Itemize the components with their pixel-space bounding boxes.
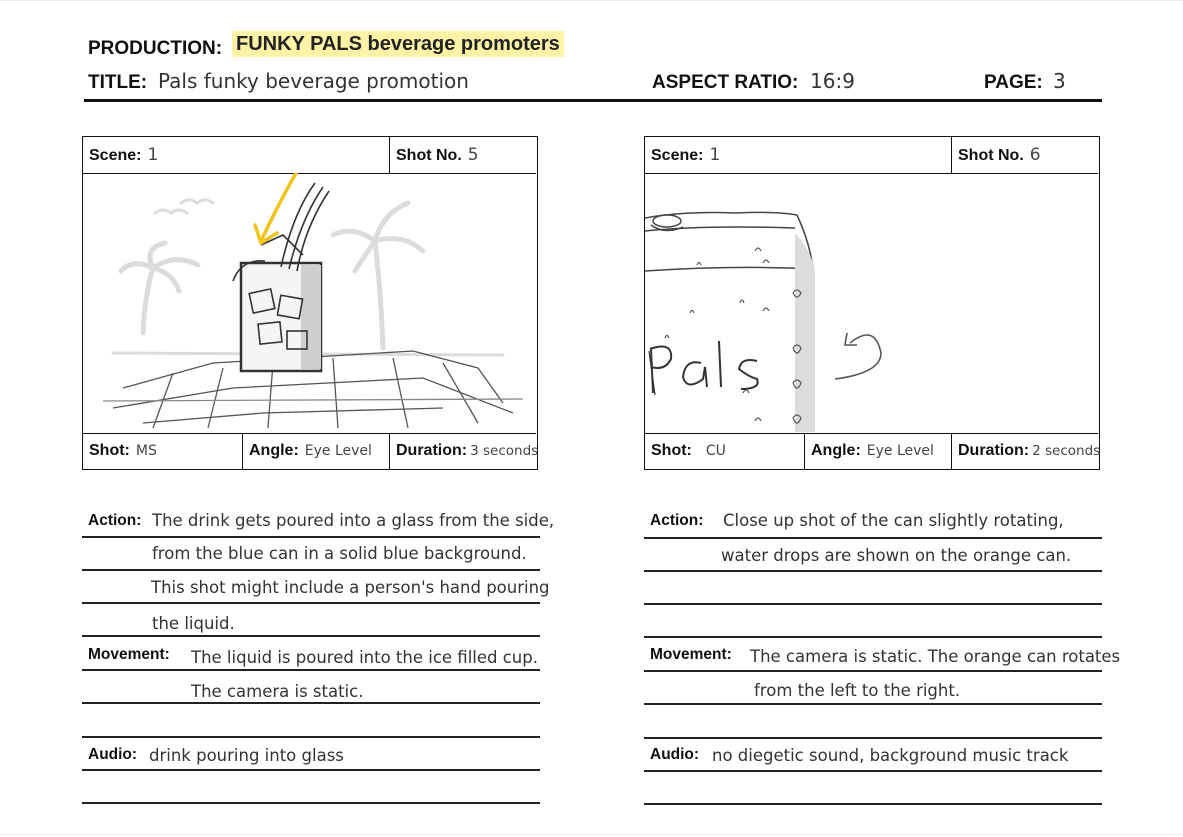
- audio-label: Audio:: [650, 746, 700, 763]
- movement-label: Movement:: [650, 646, 732, 663]
- shot-notes-2: [644, 500, 1121, 810]
- angle-cell: [805, 433, 952, 469]
- scene-cell: [83, 137, 390, 174]
- movement-line-1: The camera is static. The orange can rotates: [750, 647, 1121, 666]
- note-line: [644, 570, 1102, 572]
- shot-label: Shot:: [89, 442, 130, 459]
- note-line: [644, 670, 1102, 672]
- audio-line-1: no diegetic sound, background music track: [712, 746, 1069, 765]
- page-label: PAGE:: [984, 72, 1043, 93]
- duration-cell: [390, 433, 539, 469]
- duration-value: 3 seconds: [470, 443, 539, 459]
- can-closeup-sketch: [645, 173, 1098, 432]
- scene-cell: [645, 137, 952, 174]
- header-rule: [84, 99, 1102, 102]
- title-value: Pals funky beverage promotion: [158, 69, 469, 93]
- page-number: 3: [1053, 69, 1066, 93]
- page-edge-top: [0, 0, 1183, 1]
- scene-value: 1: [709, 145, 721, 165]
- drink-glass-sketch: [83, 173, 536, 432]
- action-line-1: The drink gets poured into a glass from the side,: [152, 511, 555, 530]
- angle-value: Eye Level: [304, 443, 372, 459]
- shot-cell: [645, 433, 805, 469]
- note-line: [82, 602, 540, 604]
- production-value-wrap: [232, 33, 564, 56]
- note-line: [82, 736, 540, 738]
- movement-label: Movement:: [88, 646, 170, 663]
- shot-value: MS: [135, 443, 157, 459]
- shot-number-label: Shot No.: [396, 147, 462, 164]
- action-line-1: Close up shot of the can slightly rotating,: [723, 511, 1064, 530]
- note-line: [82, 702, 540, 704]
- shot-number-cell: [952, 137, 1098, 174]
- duration-label: Duration:: [396, 442, 468, 459]
- scene-label: Scene:: [651, 147, 704, 164]
- storyboard-panel-2: [644, 136, 1100, 470]
- note-line: [82, 569, 540, 571]
- duration-cell: [952, 433, 1101, 469]
- movement-line-2: The camera is static.: [191, 682, 364, 701]
- action-line-2: water drops are shown on the orange can.: [721, 546, 1072, 565]
- duration-value: 2 seconds: [1032, 443, 1101, 459]
- action-label: Action:: [650, 512, 704, 529]
- action-label: Action:: [88, 512, 142, 529]
- scene-value: 1: [147, 145, 159, 165]
- aspect-ratio-value: 16:9: [810, 69, 855, 93]
- shot-number-value: 5: [467, 145, 479, 165]
- shot-number-label: Shot No.: [958, 147, 1024, 164]
- note-line: [644, 537, 1102, 539]
- aspect-ratio-label: ASPECT RATIO:: [652, 72, 799, 93]
- note-line: [644, 636, 1102, 638]
- note-line: [82, 635, 540, 637]
- production-label: PRODUCTION:: [88, 38, 223, 59]
- audio-line-1: drink pouring into glass: [149, 746, 344, 765]
- angle-value: Eye Level: [866, 443, 934, 459]
- note-line: [644, 737, 1102, 739]
- note-line: [82, 802, 540, 804]
- production-value: FUNKY PALS beverage promoters: [232, 31, 564, 57]
- movement-line-2: from the left to the right.: [754, 681, 961, 700]
- note-line: [82, 669, 540, 671]
- note-line: [644, 703, 1102, 705]
- audio-label: Audio:: [88, 746, 138, 763]
- scene-label: Scene:: [89, 147, 142, 164]
- storyboard-panel-1: [82, 136, 538, 470]
- page-edge-bottom: [0, 834, 1183, 835]
- angle-cell: [243, 433, 390, 469]
- duration-label: Duration:: [958, 442, 1030, 459]
- shot-cell: [83, 433, 243, 469]
- shot-label: Shot:: [651, 442, 692, 459]
- angle-label: Angle:: [811, 442, 861, 459]
- note-line: [644, 803, 1102, 805]
- shot-number-cell: [390, 137, 536, 174]
- action-line-3: This shot might include a person's hand pouring: [151, 578, 550, 597]
- action-line-4: the liquid.: [152, 614, 235, 633]
- shot-number-value: 6: [1029, 145, 1041, 165]
- movement-line-1: The liquid is poured into the ice filled cup.: [191, 648, 538, 667]
- note-line: [82, 536, 540, 538]
- shot-notes-1: [82, 500, 555, 810]
- title-label: TITLE:: [88, 72, 148, 93]
- note-line: [644, 770, 1102, 772]
- angle-label: Angle:: [249, 442, 299, 459]
- note-line: [82, 769, 540, 771]
- shot-value: CU: [705, 443, 726, 459]
- note-line: [644, 603, 1102, 605]
- action-line-2: from the blue can in a solid blue background.: [152, 544, 527, 563]
